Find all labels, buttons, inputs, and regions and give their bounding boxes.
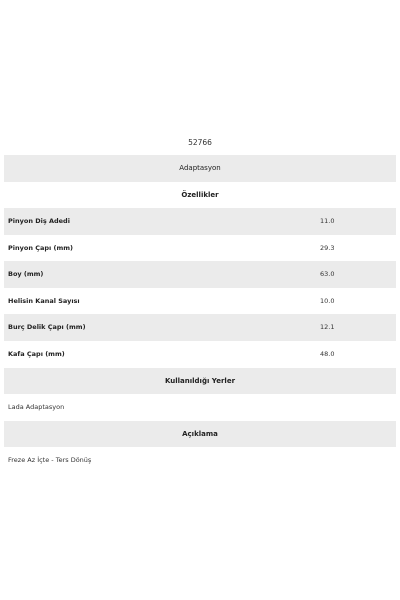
product-code: 52766	[188, 138, 212, 147]
description-title: Açıklama	[182, 430, 218, 438]
spec-value: 12.1	[320, 323, 335, 331]
spec-row-helix-channels	[4, 288, 396, 315]
spec-label: Helisin Kanal Sayısı	[8, 296, 80, 305]
spec-value: 63.0	[320, 270, 335, 278]
spec-value: 11.0	[320, 217, 335, 225]
spec-row-length	[4, 261, 396, 288]
spec-value: 48.0	[320, 349, 335, 358]
spec-label: Boy (mm)	[8, 270, 44, 278]
features-header	[4, 182, 396, 208]
usage-title: Kullanıldığı Yerler	[164, 377, 236, 385]
spec-label: Kafa Çapı (mm)	[8, 349, 65, 358]
features-title: Özellikler	[181, 191, 219, 199]
spec-row-head-diameter	[4, 341, 396, 368]
adaptation-header-label: Adaptasyon	[179, 164, 221, 172]
adaptation-header	[4, 155, 396, 182]
spec-label: Burç Delik Çapı (mm)	[8, 323, 86, 331]
spec-label: Pinyon Çapı (mm)	[8, 243, 73, 252]
spec-value: 29.3	[320, 243, 335, 252]
description-text: Freze Az İçte - Ters Dönüş	[8, 456, 92, 464]
description-header	[4, 421, 396, 447]
usage-header	[4, 368, 396, 394]
spec-row-pinion-diameter	[4, 235, 396, 262]
spec-row-pinion-teeth	[4, 208, 396, 235]
spec-label: Pinyon Diş Adedi	[8, 217, 70, 225]
usage-text: Lada Adaptasyon	[8, 403, 65, 411]
specs-table	[4, 208, 396, 367]
spec-row-bushing-bore	[4, 314, 396, 341]
spec-value: 10.0	[320, 296, 335, 305]
